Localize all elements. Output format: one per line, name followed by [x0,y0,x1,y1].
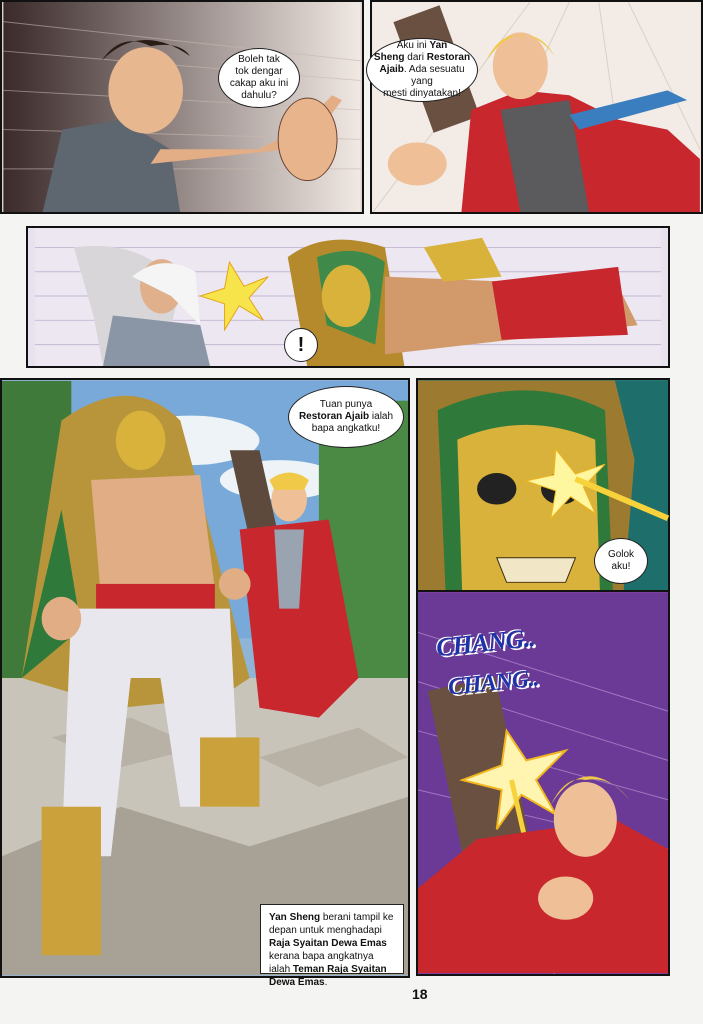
speech-bubble [594,538,648,584]
panel-3 [26,226,670,368]
caption-bold: Teman Raja Syaitan Dewa Emas [269,964,387,988]
panel-6 [416,590,670,976]
sound-effect: CHANG.. [446,665,540,701]
exclaim-mark: ! [297,334,305,356]
caption-bold: Yan Sheng [269,912,321,923]
bubble-line: cakap aku ini [229,78,289,89]
panel-4 [0,378,410,988]
panel-4-art [2,380,408,976]
bubble-line: Boleh tak [238,54,280,65]
sound-effect: CHANG.. [434,622,536,663]
bold-name: Ajaib [379,64,404,75]
bold-name: Yan [429,40,448,51]
bold-name: Restoran [426,52,471,63]
panel-2 [370,0,703,214]
panel-3-art [28,228,668,366]
panel-1 [0,0,364,214]
speech-bubble: Tuan punya Restoran Ajaib ialah bapa angkatku! [288,386,404,448]
bold-name: Restoran Ajaib [298,411,370,422]
panel-1-art [2,2,362,212]
bubble-line: aku! [611,561,631,572]
exclaim-bubble [284,328,318,362]
panel-2-art [372,2,701,212]
bubble-line: Tuan punya [319,399,373,410]
bubble-line: tok dengar [235,66,283,77]
speech-bubble: Aku ini Yan Sheng dari Restoran Ajaib. Ada sesuatu yang mesti dinyatakan! [366,38,478,102]
narration-caption: Yan Sheng berani tampil ke depan untuk menghadapi Raja Syaitan Dewa Emas kerana bapa angkatnya ialah Teman Raja Syaitan Dewa Emas. [260,904,404,974]
page-number: 18 [412,986,428,1002]
caption-bold: Raja Syaitan Dewa Emas [269,938,387,949]
bubble-line: bapa angkatku! [311,423,381,434]
bubble-line: Golok [607,549,635,560]
bubble-line: dahulu? [241,90,277,101]
speech-bubble [218,48,300,108]
bubble-line: mesti dinyatakan! [383,88,461,99]
bold-name: Sheng [373,52,405,63]
